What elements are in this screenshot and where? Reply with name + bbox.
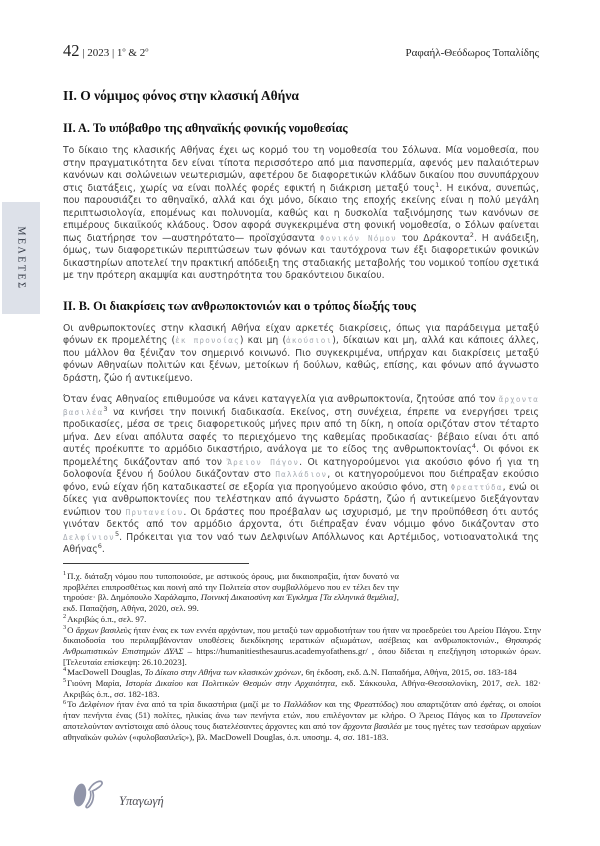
footnote-5 (63, 678, 541, 699)
journal-footer (70, 778, 164, 816)
footnote-1-text: Π.χ. διάταξη νόμου που τυποποιούσε, με αστικούς όρους, μια δικαιοπραξία, ήταν δυνατό να προβλέπει επιπροσθέτως και ποινή από την Πολιτεία στον συμβαλλόμενο που εν τέλει δεν την τηρούσε· βλ. Δημόπουλο Χαράλαμπο, Ποινική Δικαιοσύνη και Έγκλημα [Τα ελληνικά θεμέλια], εκδ. Παπαζήση, Αθήνα, 2020, σελ. 99. (63, 571, 399, 614)
paragraph-b1: Οι ανθρωποκτονίες στην κλασική Αθήνα είχαν αρκετές διακρίσεις, όπως για παράδειγμα μεταξύ φόνων εκ προμελέτης (ἐκ προνοίας) και μη (ἀκούσιοι), δίκαιων και μη, αλλά και κάποιες άλλες, που μάλλον θα ξένιζαν τον σημερινό κοινωνό. Πιο συγκεκριμένα, υπήρχαν και διακρίσεις μεταξύ φόνων Αθηναίων πολιτών και ξένων, μετοίκων ή δούλων, καθώς, επίσης, και φόνων από άγνωστο δράστη, ζώο ή αντικείμενο. (63, 322, 540, 384)
footnote-3 (63, 625, 541, 668)
page-header (63, 41, 539, 61)
footnote-6-number: 6 (63, 698, 67, 706)
section-heading: ΙΙ. Ο νόμιμος φόνος στην κλασική Αθήνα (63, 88, 299, 103)
footnote-4-text: MacDowell Douglas, Το Δίκαιο στην Αθήνα των κλασικών χρόνων, 6η έκδοση, εκδ. Δ.Ν. Παπαδήμα, Αθήνα, 2015, σσ. 183-184 (67, 667, 517, 678)
paragraph-a1: Το δίκαιο της κλασικής Αθήνας έχει ως κορμό του τη νομοθεσία του Σόλωνα. Μία νομοθεσία, που στην πραγματικότητα δεν είναι τίποτα περισσότερο από μια πανσπερμία, αφενός μεν παλαιότερων κανόνων και σολώνειων νεωτερισμών, αφετέρου δε διαφορετικών κλάδων δικαίου που συνυπάρχουν στις διατάξεις, χωρίς να είναι πολλές φορές εφικτή η διάκριση μεταξύ τους$^1$. Η εικόνα, συνεπώς, που παρουσιάζει το αθηναϊκό, αλλά και όχι μόνο, δίκαιο της εποχής εκείνης είναι η πολύ μεγάλη περιπτωσιολογία, επομένως και πολυνομία, καθώς και η δυσκολία ταξινόμησης των κανόνων σε επιμέρους δικαιϊκούς κλάδους. Όσον αφορά συγκεκριμένα στη φονική νομοθεσία, ο Σόλων φαίνεται πως διατήρησε τον —αυστηρότατο— προϊσχύσαντα Φονικόν Νόμον του Δράκοντα$^2$. Η ανάδειξη, όμως, των διαφορετικών περιπτώσεων των φόνων και ταυτόχρονα των έξι διαφορετικών φονικών δικαστηρίων αποτελεί την πρακτική απόδειξη της σταδιακής μεταβολής του νομικού τοπίου σχετικά με την πρότερη ακαμψία και αυστηρότητα του δρακόντειου δικαίου. (63, 145, 539, 281)
footnote-6-text: Το Δελφίνιον ήταν ένα από τα τρία δικαστήρια (μαζί με το Παλλάδιον και της Φρεαττύδος) που απαρτιζόταν από ἐφέτας, οι οποίοι ήταν πενήντα ένας (51) πολίτες, ηλικίας άνω των πενήντα ετών, που επιλέγονταν με κλήρο. Ο Άρειος Πάγος και το Πρυτανεῖον αποτελούνταν αντίστοιχα από όλους τους διατελέσαντες άρχοντες και από τον ἄρχοντα βασιλέα με τους ηγέτες των τεσσάρων αρχαίων αθηναϊκών φυλών («φυλοβασιλεῖς»), βλ. MacDowell Douglas, ό.π. υποσημ. 4, σσ. 181-183. (63, 699, 542, 742)
footnote-2-number: 2 (63, 612, 67, 620)
footnote-1-number: 1 (63, 570, 67, 578)
issue-info: 42 | 2023 | $1^o$ & $2^o$ (63, 41, 149, 60)
author-name: Ραφαήλ-Θεόδωρος Τοπαλίδης (405, 47, 539, 59)
section-tab-label: ΜΕΛΕΤΕΣ (15, 226, 27, 290)
footnote-6 (63, 699, 541, 742)
footnote-3-number: 3 (63, 623, 67, 631)
footnote-1 (63, 571, 399, 614)
section-tab-meletes (2, 202, 40, 314)
journal-name: Υπαγωγή (119, 794, 164, 808)
footnote-5-number: 5 (63, 677, 67, 685)
footnote-3-text: Ο ἄρχων βασιλεὺς ήταν ένας εκ των εννέα αρχόντων, που μεταξύ των αρμοδιοτήτων του ήταν να προεδρεύει του Αρείου Πάγου. Στην δικαιοδοσία του περιλαμβάνονταν υποθέσεις διεκδίκησης ιερατικών αξιωμάτων, ασέβειας και ανθρωποκτονιών., Θησαυρός Ανθρωπιστικών Επιστημών ΔΥΑΣ – https://humanitiesthesaurus.academyofathens.gr/ , όπου δίδεται η επεξήγηση ιστορικών όρων. [Τελευταία επίσκεψη: 26.10.2023]. (63, 624, 541, 667)
subsection-b-heading: ΙΙ. Β. Οι διακρίσεις των ανθρωποκτονιών και ο τρόπος δίωξής τους (63, 298, 416, 313)
footnote-4-number: 4 (63, 666, 67, 674)
journal-logo-icon (70, 778, 112, 816)
footnotes-section (63, 571, 541, 742)
subsection-a-heading: ΙΙ. Α. Το υπόβαθρο της αθηναϊκής φονικής νομοθεσίας (63, 121, 348, 135)
footnote-2-text: Ακριβώς ό.π., σελ. 97. (67, 613, 147, 624)
footnote-2 (63, 614, 541, 625)
footnote-5-text: Γιούνη Μαρία, Ιστορία Δικαίου και Πολιτικών Θεσμών στην Αρχαιότητα, εκδ. Σάκκουλα, Αθήνα-Θεσσαλονίκη, 2017, σελ. 182· Ακριβώς ό.π., σσ. 182-183. (63, 678, 541, 699)
paragraph-b2: Όταν ένας Αθηναίος επιθυμούσε να κάνει καταγγελία για ανθρωποκτονία, ζητούσε από τον ἄρχοντα βασιλέα$^3$ να κινήσει την ποινική διαδικασία. Εκείνος, στη συνέχεια, έπρεπε να ενεργήσει τρεις προδικασίες, μέσα σε τρεις διαφορετικούς μήνες πριν από τη δίκη, η οποία οριζόταν στον τέταρτο μήνα. Δεν είναι απόλυτα σαφές το περιεχόμενο της καθεμίας προδικασίας· βέβαιο είναι ότι από αυτές προέκυπτε το αρμόδιο δικαστήριο, ανάλογα με το είδος της ανθρωποκτονίας$^4$. Οι φόνοι εκ προμελέτης δικάζονταν από τον Ἄρειον Πάγον. Οι κατηγορούμενοι για ακούσιο φόνο ή για τη δολοφονία ξένου ή δούλου δικάζονταν στο Παλλάδιον, οι κατηγορούμενοι που διέπραξαν εκούσιο φόνο, ενώ είχαν ήδη καταδικαστεί σε εξορία για προηγούμενο ακούσιο φόνο, στη Φρεαττύδα, ενώ οι δίκες για ανθρωποκτονίες που τελέστηκαν από άγνωστο δράστη, ζώο ή αντικείμενο διεξάγονταν ενώπιον του Πρυτανείου. Οι δράστες που προέβαλαν ως ισχυρισμό, με την προϋπόθεση ότι αυτός γινόταν δεκτός από τον αρμόδιο άρχοντα, ότι διέπραξαν έναν νόμιμο φόνο δικάζονταν στο Δελφίνιον$^5$. Πρόκειται για τον ναό των Δελφινίων Απόλλωνος και Αρτέμιδος, νοτιοανατολικά της Αθήνας$^6$. (63, 394, 540, 555)
footnote-4 (63, 667, 541, 678)
article-body (63, 88, 539, 557)
footnote-separator (63, 563, 249, 564)
